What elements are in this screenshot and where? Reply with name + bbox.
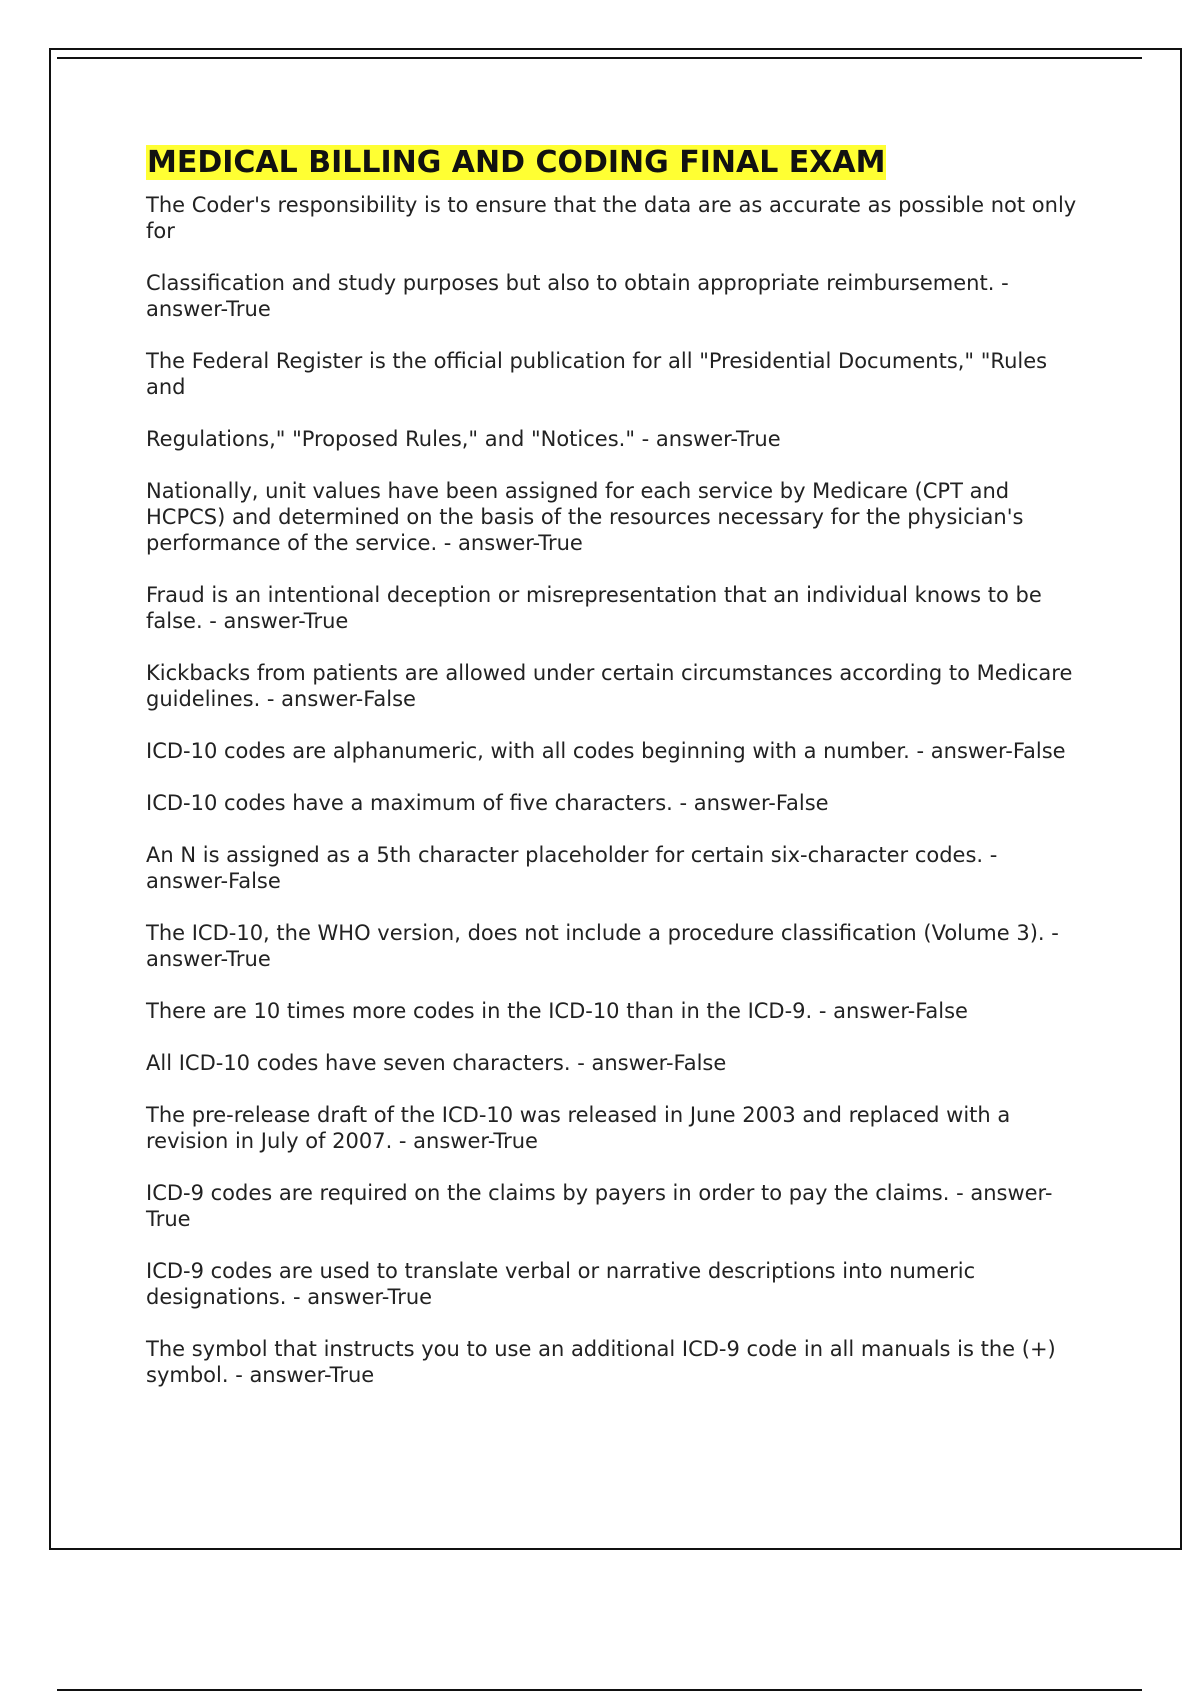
bottom-rule <box>57 1689 1142 1691</box>
qa-paragraph: The symbol that instructs you to use an additional ICD-9 code in all manuals is the (+) symbol. - answer-True <box>146 1337 1056 1387</box>
qa-paragraph: The ICD-10, the WHO version, does not include a procedure classification (Volume 3). - answer-True <box>146 921 1059 971</box>
qa-paragraph: Kickbacks from patients are allowed under certain circumstances according to Medicare guidelines. - answer-False <box>146 661 1073 711</box>
qa-paragraph: Regulations," "Proposed Rules," and "Notices." - answer-True <box>146 427 781 451</box>
qa-paragraph: ICD-9 codes are required on the claims by payers in order to pay the claims. - answer-True <box>146 1181 1053 1231</box>
qa-paragraph: The Federal Register is the official publication for all "Presidential Documents," "Rules and <box>146 349 1048 399</box>
qa-paragraph: ICD-10 codes are alphanumeric, with all codes beginning with a number. - answer-False <box>146 739 1066 763</box>
title-highlight: MEDICAL BILLING AND CODING FINAL EXAM <box>147 145 886 180</box>
qa-paragraph: Fraud is an intentional deception or misrepresentation that an individual knows to be false. - answer-True <box>146 583 1042 633</box>
document-title <box>146 146 1086 180</box>
qa-paragraph: ICD-10 codes have a maximum of five characters. - answer-False <box>146 791 829 815</box>
qa-paragraph: The Coder's responsibility is to ensure that the data are as accurate as possible not only for <box>146 193 1077 243</box>
qa-paragraph: There are 10 times more codes in the ICD-10 than in the ICD-9. - answer-False <box>146 999 968 1023</box>
qa-paragraph: Nationally, unit values have been assigned for each service by Medicare (CPT and HCPCS) and determined on the basis of the resources necessary for the physician's performance of the service. - answer-True <box>146 479 1024 555</box>
document-body <box>146 146 1086 1414</box>
qa-paragraph: The pre-release draft of the ICD-10 was released in June 2003 and replaced with a revision in July of 2007. - answer-True <box>146 1103 1011 1153</box>
qa-paragraph: ICD-9 codes are used to translate verbal or narrative descriptions into numeric designations. - answer-True <box>146 1259 976 1309</box>
qa-paragraph: An N is assigned as a 5th character placeholder for certain six-character codes. - answer-False <box>146 843 998 893</box>
qa-paragraph: Classification and study purposes but also to obtain appropriate reimbursement. - answer-True <box>146 271 1009 321</box>
qa-paragraph: All ICD-10 codes have seven characters. - answer-False <box>146 1051 727 1075</box>
